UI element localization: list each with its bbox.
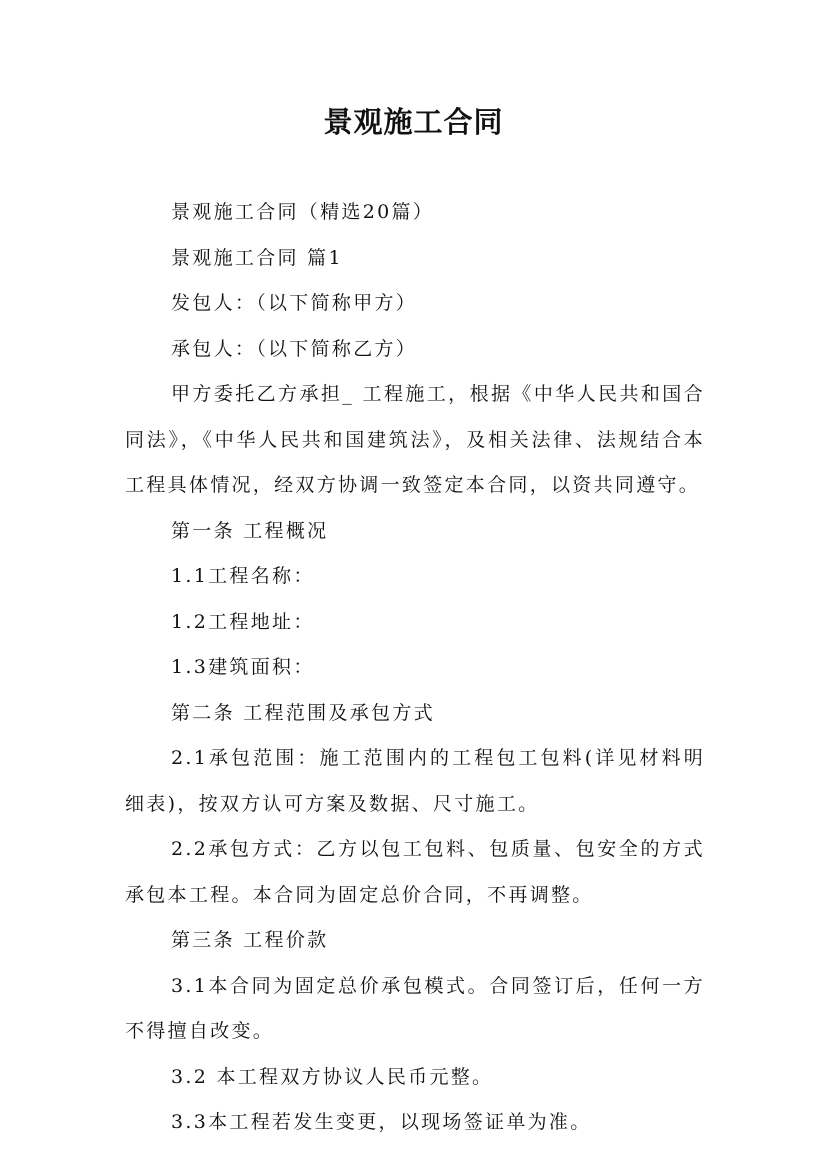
paragraph-preamble: 甲方委托乙方承担_ 工程施工，根据《中华人民共和国合同法》，《中华人民共和国建筑法》，及相关法律、法规结合本工程具体情况，经双方协调一致签定本合同，以资共同遵守。 [125, 383, 705, 496]
paragraph-subtitle: 景观施工合同（精选20篇） [171, 201, 435, 223]
paragraph-clause-2-2: 2.2承包方式：乙方以包工包料、包质量、包安全的方式承包本工程。本合同为固定总价合同，不再调整。 [125, 838, 705, 906]
paragraph-contractor: 承包人：（以下简称乙方） [171, 337, 418, 360]
paragraph-article-3: 第三条 工程价款 [171, 929, 329, 951]
paragraph-section-heading: 景观施工合同 篇1 [171, 246, 343, 269]
paragraph-clause-2-1: 2.1承包范围：施工范围内的工程包工包料(详见材料明细表)，按双方认可方案及数据、尺寸施工。 [125, 747, 705, 815]
paragraph-clause-3-1: 3.1本合同为固定总价承包模式。合同签订后，任何一方不得擅自改变。 [125, 974, 705, 1042]
paragraph-clause-1-2: 1.2工程地址： [171, 610, 315, 633]
paragraph-article-2: 第二条 工程范围及承包方式 [171, 701, 435, 724]
paragraph-article-1: 第一条 工程概况 [171, 519, 329, 542]
paragraph-clause-1-1: 1.1工程名称： [171, 565, 315, 587]
paragraph-clause-3-3: 3.3本工程若发生变更，以现场签证单为准。 [171, 1111, 592, 1133]
paragraph-employer: 发包人：（以下简称甲方） [171, 292, 418, 314]
document-title: 景观施工合同 [323, 105, 504, 139]
paragraph-clause-3-2: 3.2 本工程双方协议人民币元整。 [171, 1065, 494, 1088]
paragraph-clause-1-3: 1.3建筑面积： [171, 656, 315, 678]
document-body [125, 190, 705, 1146]
